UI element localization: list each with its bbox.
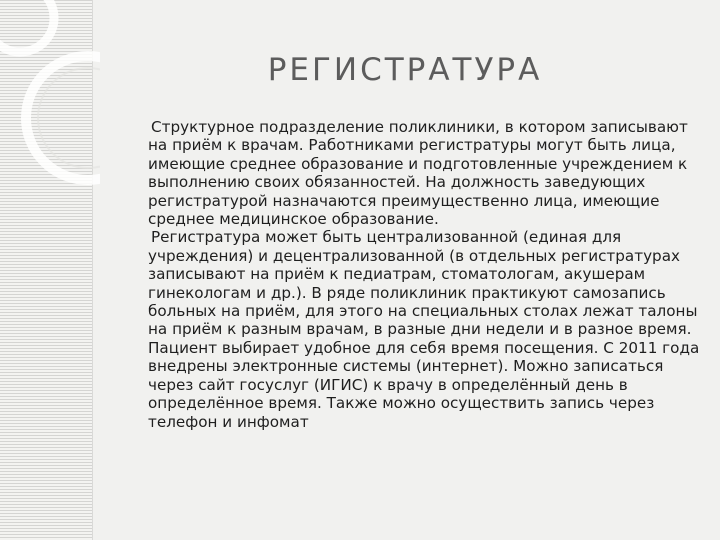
decorative-circles (0, 0, 100, 200)
deco-circle-top (0, 0, 54, 52)
paragraph-organization: Регистратура может быть централизованной (единая для учреждения) и децентрализованной (в отдельных регистратурах записывают на приём к педиатрам, стоматологам, акушерам гинекологам и др.). В ряде поликлиник практикуют самозапись больных на приём, для этого на специальных столах лежат талоны на приём к разным врачам, в разные дни недели и в разное время. Пациент выбирает удобное для себя время посещения. С 2011 года внедрены электронные системы (интернет). Можно записаться через сайт госуслуг (ИГИС) к врачу в определённый день в определённое время. Также можно осуществить запись через телефон и инфомат (148, 228, 700, 431)
slide-title: РЕГИСТРАТУРА (267, 52, 543, 88)
paragraph-definition: Структурное подразделение поликлиники, в котором записывают на приём к врачам. Работниками регистратуры могут быть лица, имеющие среднее образование и подготовленные учреждением к выполнению своих обязанностей. На должность заведующих регистратурой назначаются преимущественно лица, имеющие среднее медицинское образование. (148, 118, 688, 229)
slide-body (148, 118, 708, 431)
